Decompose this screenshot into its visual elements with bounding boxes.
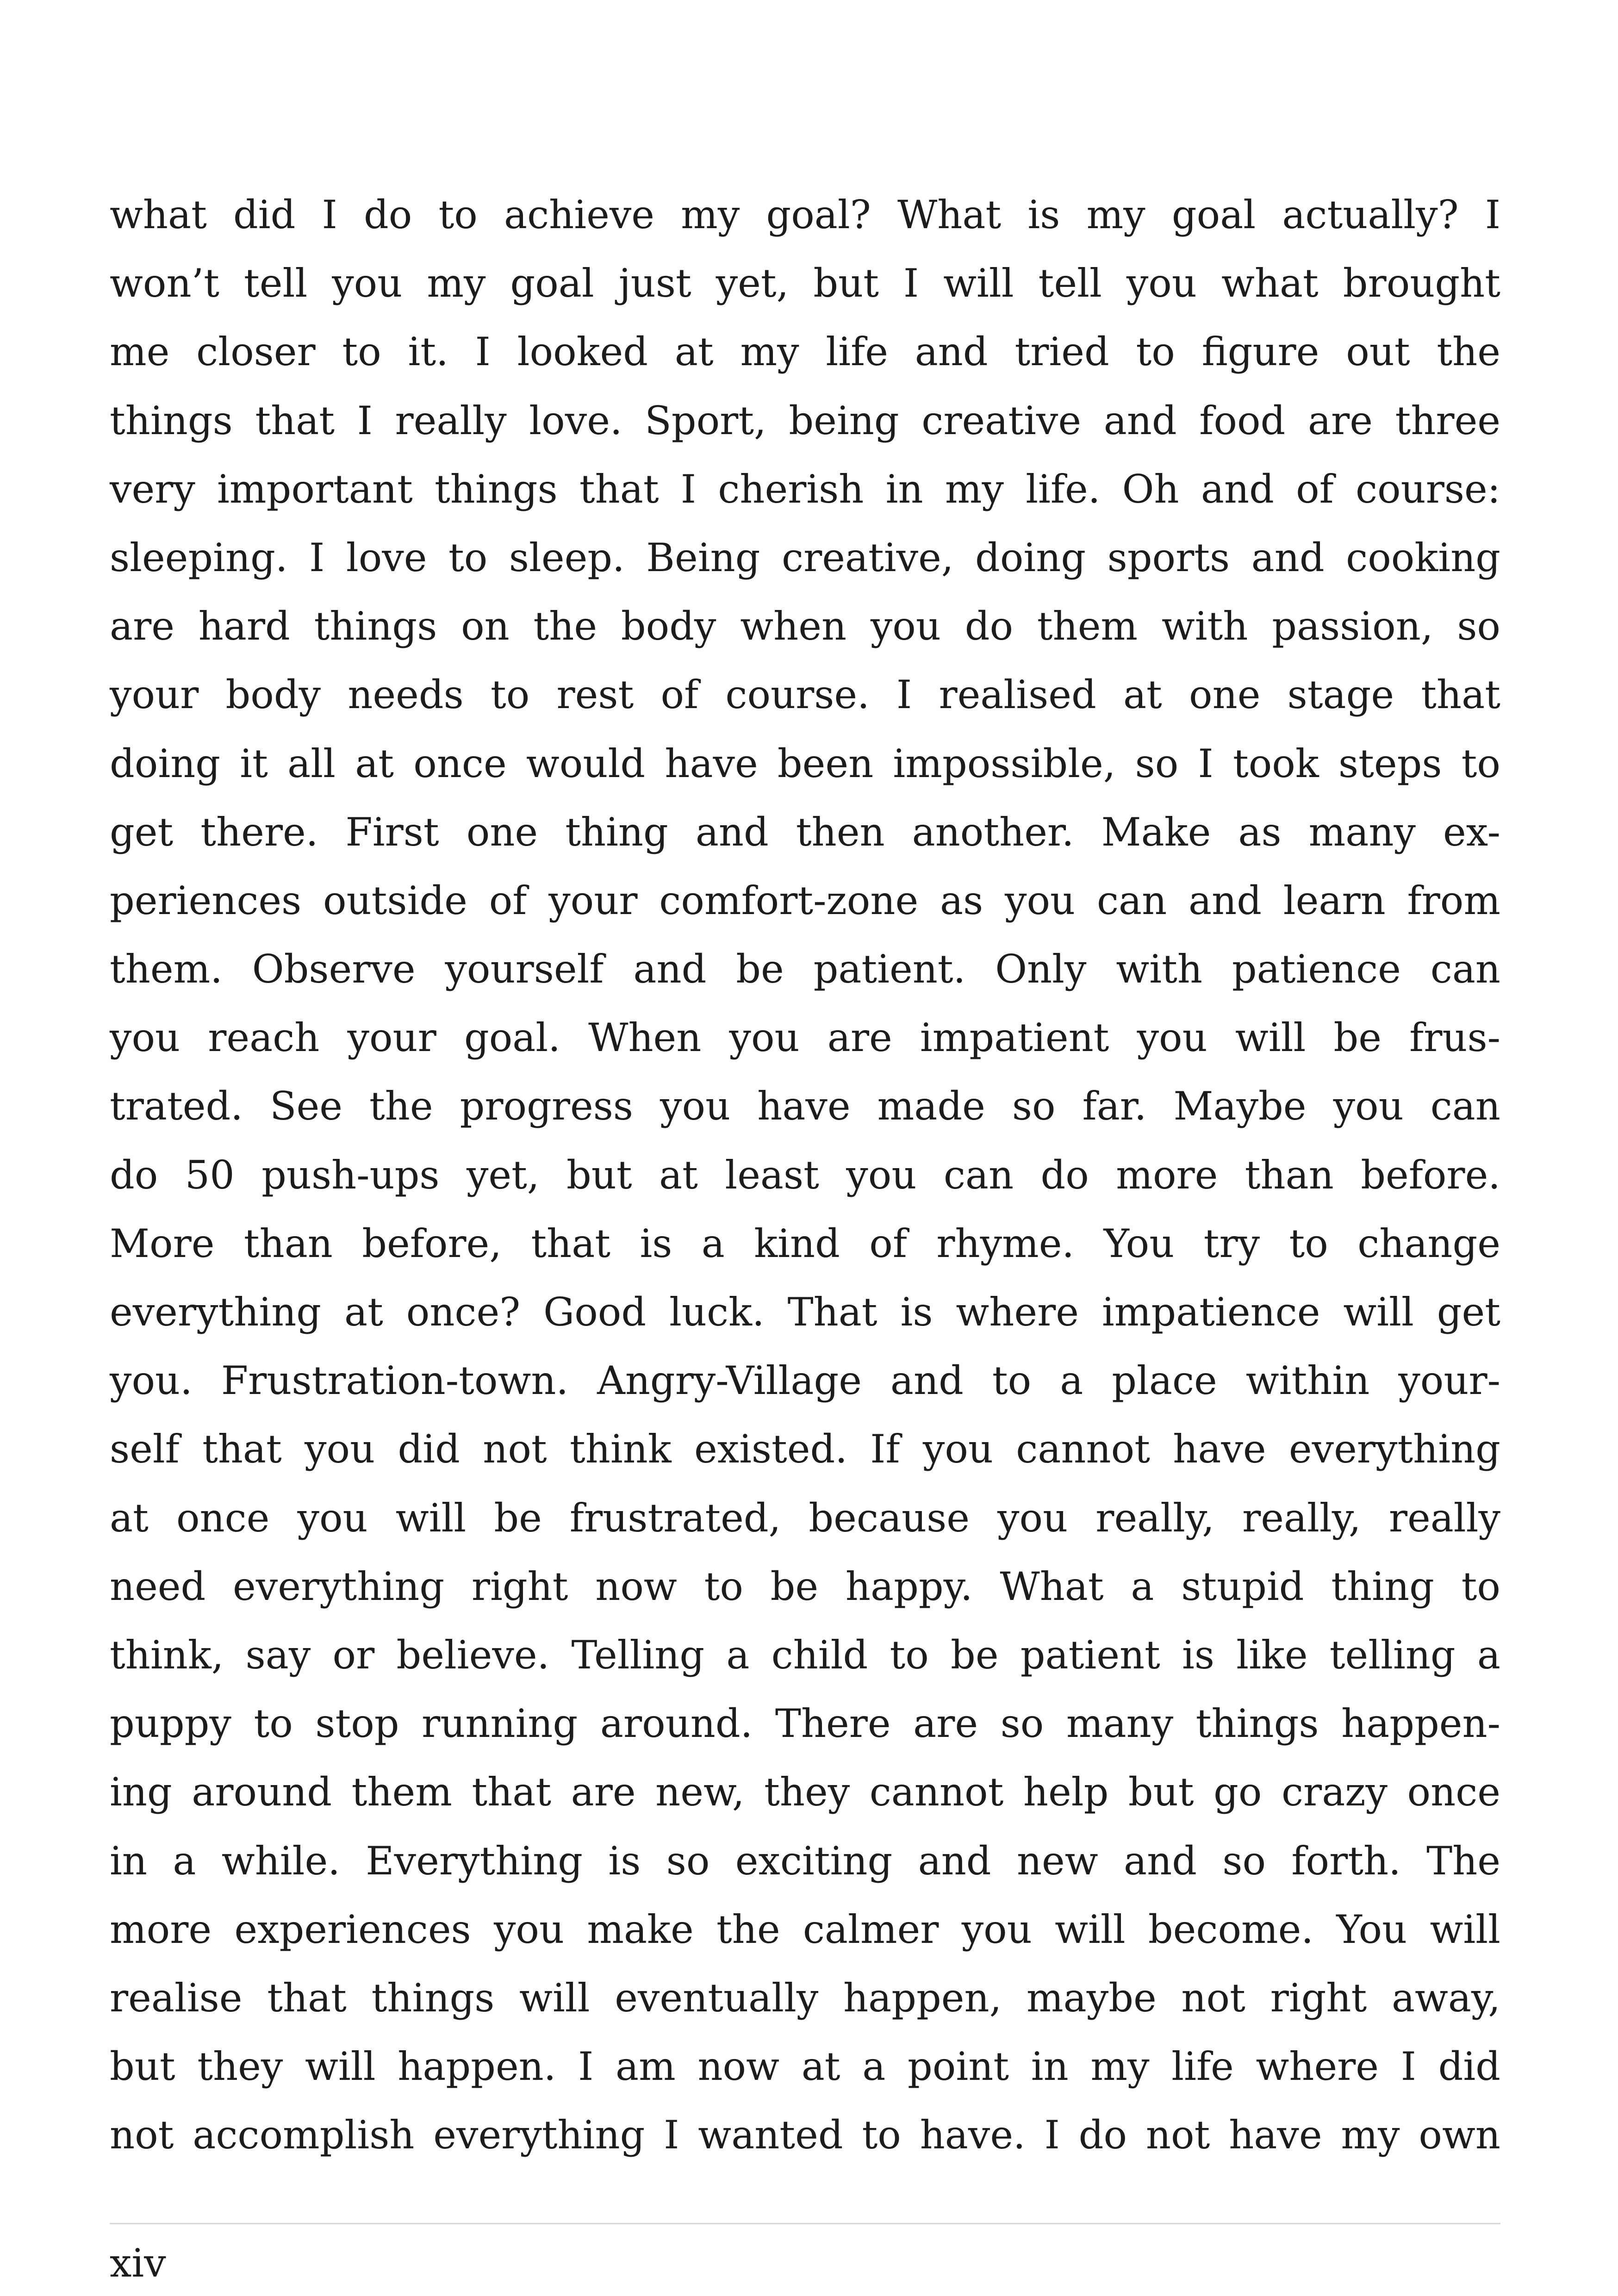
text-line: not accomplish everything I wanted to have. I do not have my own [110,2112,1500,2158]
text-line: ing around them that are new, they cannot help but go crazy once [110,1769,1500,1815]
text-line: in a while. Everything is so exciting and new and so forth. The [110,1838,1500,1884]
text-line: your body needs to rest of course. I realised at one stage that [110,672,1500,718]
text-line: get there. First one thing and then another. Make as many ex- [110,809,1500,855]
text-line: think, say or believe. Telling a child to be patient is like telling a [110,1632,1500,1678]
footer-divider [110,2223,1500,2224]
text-line: them. Observe yourself and be patient. Only with patience can [110,946,1500,992]
body-paragraph [110,180,1500,2169]
text-line: doing it all at once would have been impossible, so I took steps to [110,740,1500,786]
page-number: xiv [110,2240,166,2286]
text-line: you. Frustration-town. Angry-Village and to a place within your- [110,1358,1500,1404]
text-line: everything at once? Good luck. That is where impatience will get [110,1289,1500,1335]
text-line: More than before, that is a kind of rhyme. You try to change [110,1220,1500,1266]
text-line: realise that things will eventually happen, maybe not right away, [110,1975,1500,2021]
text-line: very important things that I cherish in my life. Oh and of course: [110,466,1500,512]
text-line: trated. See the progress you have made so far. Maybe you can [110,1083,1500,1129]
text-line: more experiences you make the calmer you will become. You will [110,1906,1500,1952]
text-line: you reach your goal. When you are impatient you will be frus- [110,1015,1500,1061]
text-line: do 50 push-ups yet, but at least you can do more than before. [110,1152,1500,1198]
text-line: periences outside of your comfort-zone as you can and learn from [110,877,1500,923]
text-line: self that you did not think existed. If you cannot have everything [110,1426,1500,1472]
text-line: won’t tell you my goal just yet, but I will tell you what brought [110,261,1500,306]
text-line: what did I do to achieve my goal? What is my goal actually? I [110,192,1500,237]
text-line: things that I really love. Sport, being creative and food are three [110,398,1500,443]
text-line: at once you will be frustrated, because you really, really, really [110,1495,1500,1541]
text-line: need everything right now to be happy. What a stupid thing to [110,1563,1500,1609]
text-line: puppy to stop running around. There are so many things happen- [110,1701,1500,1747]
text-line: me closer to it. I looked at my life and tried to figure out the [110,329,1500,375]
text-line: but they will happen. I am now at a point in my life where I did [110,2044,1500,2090]
text-line: sleeping. I love to sleep. Being creative, doing sports and cooking [110,535,1500,580]
text-line: are hard things on the body when you do them with passion, so [110,604,1500,649]
